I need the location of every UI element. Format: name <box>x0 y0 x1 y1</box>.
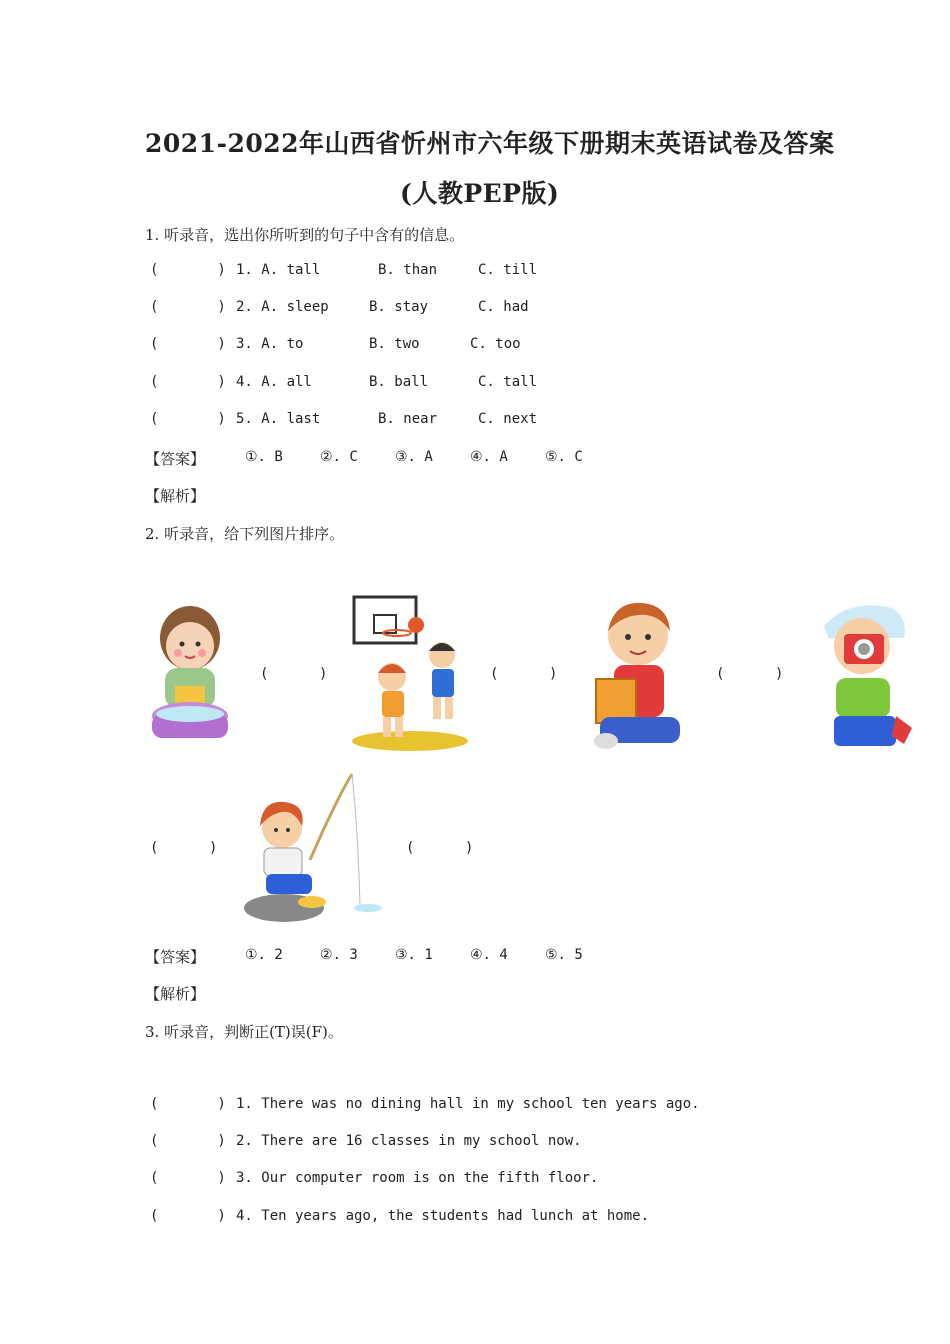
answer-blank[interactable]: ( ) <box>150 1133 226 1149</box>
q1-prompt: 1. 听录音，选出你所听到的句子中含有的信息。 <box>145 226 465 244</box>
statement: 1. There was no dining hall in my school ten years ago. <box>236 1096 700 1112</box>
option-a: 1. A. tall <box>236 262 321 278</box>
washing-clothes-picture <box>145 598 235 748</box>
answer-value: ①. B <box>245 449 283 465</box>
option-c: C. next <box>478 411 538 427</box>
answer-blank[interactable]: ( ) <box>150 299 226 315</box>
q2-prompt: 2. 听录音，给下列图片排序。 <box>145 525 345 543</box>
reading-book-picture <box>588 595 684 755</box>
option-b: B. stay <box>369 299 429 315</box>
order-blank[interactable]: ( ) <box>716 666 784 682</box>
playing-basketball-picture <box>350 593 472 755</box>
option-b: B. near <box>378 411 438 427</box>
option-a: 3. A. to <box>236 336 304 352</box>
option-b: B. than <box>378 262 438 278</box>
option-a: 2. A. sleep <box>236 299 329 315</box>
answer-blank[interactable]: ( ) <box>150 374 226 390</box>
order-blank[interactable]: ( ) <box>260 666 328 682</box>
option-a: 4. A. all <box>236 374 312 390</box>
option-c: C. till <box>478 262 538 278</box>
order-blank[interactable]: ( ) <box>490 666 558 682</box>
statement: 4. Ten years ago, the students had lunch at home. <box>236 1208 650 1224</box>
answer-value: ③. 1 <box>395 947 433 963</box>
option-c: C. too <box>470 336 521 352</box>
answer-value: ⑤. 5 <box>545 947 583 963</box>
answer-blank[interactable]: ( ) <box>150 1208 226 1224</box>
option-c: C. tall <box>478 374 538 390</box>
answer-blank[interactable]: ( ) <box>150 411 226 427</box>
option-b: B. two <box>369 336 420 352</box>
statement: 3. Our computer room is on the fifth floor. <box>236 1170 599 1186</box>
analysis-label: 【解析】 <box>145 487 206 505</box>
answer-value: ③. A <box>395 449 433 465</box>
fishing-picture <box>240 770 390 930</box>
order-blank[interactable]: ( ) <box>150 840 218 856</box>
order-blank[interactable]: ( ) <box>406 840 474 856</box>
option-c: C. had <box>478 299 529 315</box>
answer-blank[interactable]: ( ) <box>150 336 226 352</box>
analysis-label: 【解析】 <box>145 985 206 1003</box>
answer-label: 【答案】 <box>145 450 206 468</box>
option-a: 5. A. last <box>236 411 321 427</box>
answer-value: ⑤. C <box>545 449 583 465</box>
answer-blank[interactable]: ( ) <box>150 1170 226 1186</box>
answer-value: ④. 4 <box>470 947 508 963</box>
answer-value: ②. 3 <box>320 947 358 963</box>
answer-blank[interactable]: ( ) <box>150 1096 226 1112</box>
answer-value: ①. 2 <box>245 947 283 963</box>
answer-label: 【答案】 <box>145 948 206 966</box>
answer-value: ②. C <box>320 449 358 465</box>
page-subtitle: (人教PEP版) <box>400 179 560 208</box>
page-title: 2021-2022年山西省忻州市六年级下册期末英语试卷及答案 <box>145 129 835 158</box>
answer-blank[interactable]: ( ) <box>150 262 226 278</box>
q3-prompt: 3. 听录音，判断正(T)误(F)。 <box>145 1023 343 1041</box>
taking-photos-picture <box>808 598 914 750</box>
answer-value: ④. A <box>470 449 508 465</box>
statement: 2. There are 16 classes in my school now. <box>236 1133 582 1149</box>
option-b: B. ball <box>369 374 429 390</box>
